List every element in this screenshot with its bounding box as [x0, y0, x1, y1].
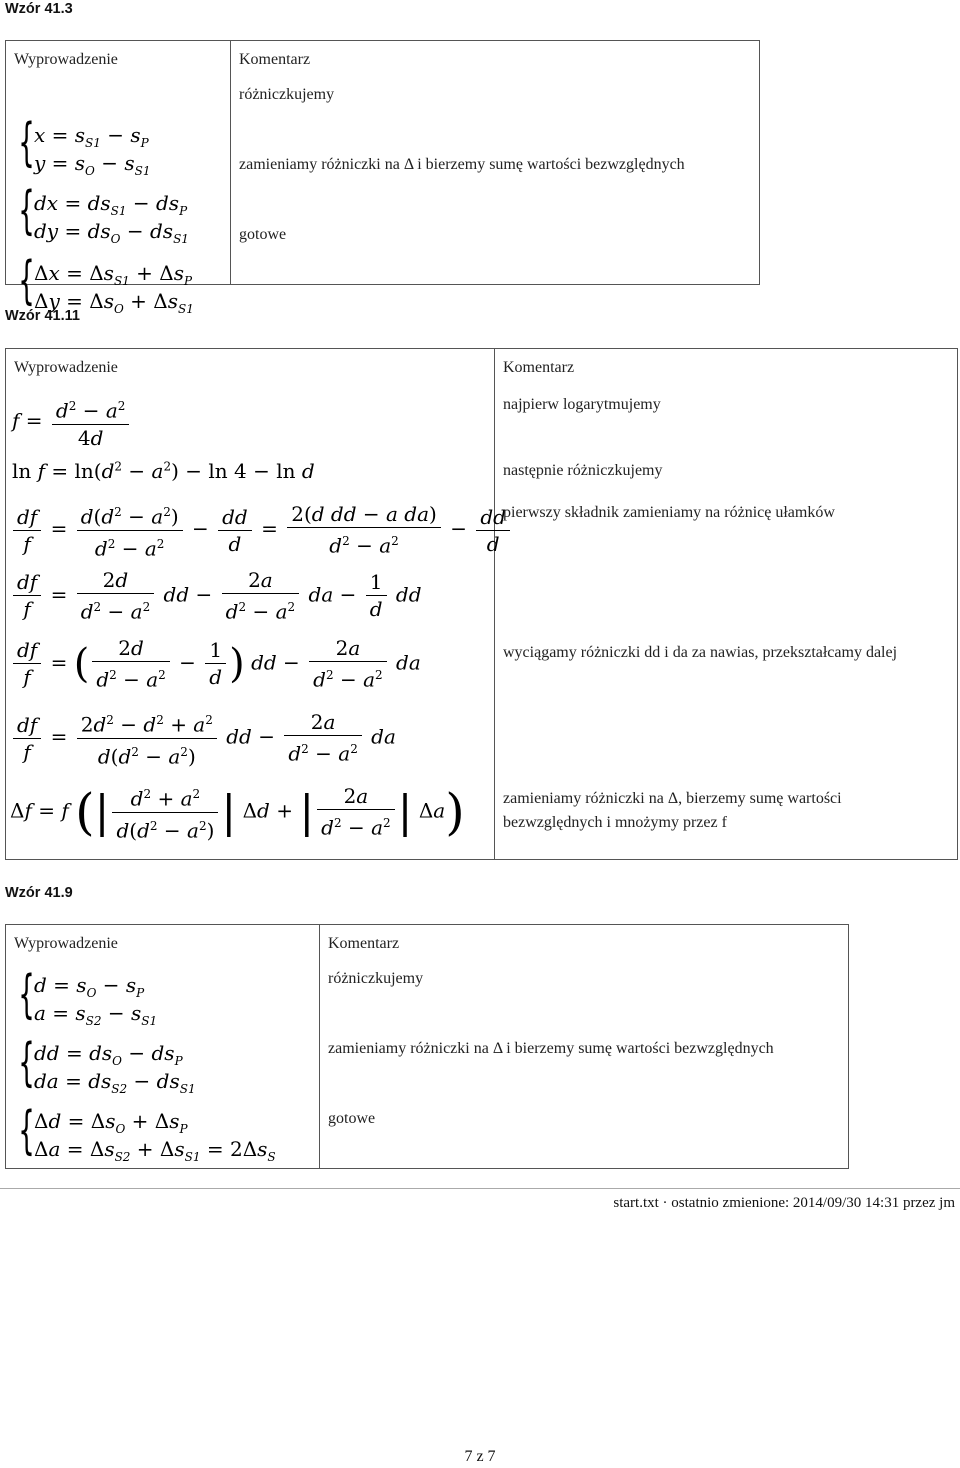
section-title-41-9: Wzór 41.9 [5, 885, 73, 901]
comment-5: zamieniamy różniczki na Δ, bierzemy sumę wartości bezwzględnych i mnożymy przez f [503, 790, 842, 831]
derivation-cell: Wyprowadzenie { $x = s_{S1} - s_P$ $y = s_O - s_{S1}$ { dx = $ds_{S1} - ds_P$ dy = $ds_O - ds_{S1}$ { $\Delta x = \Delta s_{S1} + \Delta s_P$ $\Delta y = \Delta s_O + \Delta s_{S1}$ [6, 41, 231, 285]
comment-4: wyciągamy różniczki dd i da za nawias, przekształcamy dalej [503, 644, 898, 661]
header-comment: Komentarz [328, 935, 400, 952]
section-title-41-11: Wzór 41.11 [5, 308, 80, 324]
comment-2: następnie różniczkujemy [503, 462, 663, 479]
footer-divider [0, 1188, 960, 1189]
derivation-cell: Wyprowadzenie f = $\frac{d^2 - a^2}{4d}$ $\ln f = \ln(d^2 - a^2) - \ln 4 - \ln d$ $\frac{df}{f}$ = $\frac{d(d^2 - a^2)}{d^2 - a^2}$ − $\frac{dd}{d}$ = $\frac{\text{2(d dd − a da)}}{d^2 - a^2}$ − $\frac{dd}{d}$ $\frac{df}{f}$ = $\frac{2d}{d^2 - a^2}$ dd − $\frac{2a}{d^2 - a^2}$ da − $\frac{1}{d}$ dd $\frac{df}{f}$ = ( $\frac{2d}{d^2 - a^2}$ − $\frac{1}{d}$ ) dd − $\frac{2a}{d^2 - a^2}$ da $\frac{df}{f}$ = $\frac{2d^2 - d^2 + a^2}{d(d^2 - a^2)}$ dd − $\frac{2a}{d^2 - a^2}$ da Δf = f (| $\frac{d^2 + a^2}{d(d^2 - a^2)}$ | Δd + | $\frac{2a}{d^2 - a^2}$ | Δa) [6, 349, 495, 860]
page-number: 7 z 7 [464, 1448, 496, 1465]
comment-1: najpierw logarytmujemy [503, 396, 661, 413]
footer-meta: start.txt · ostatnio zmienione: 2014/09/30 14:31 przez jm [613, 1195, 955, 1211]
header-derivation: Wyprowadzenie [14, 359, 118, 376]
table-41-9 [5, 924, 849, 1169]
comment-cell [320, 925, 849, 1169]
header-derivation: Wyprowadzenie [14, 935, 118, 952]
derivation-cell: Wyprowadzenie { $d = s_O - s_P$ $a = s_{S2} - s_{S1}$ { dd = $ds_O - ds_P$ da = $ds_{S2} - ds_{S1}$ { $\Delta d = \Delta s_O + \Delta s_P$ $\Delta a = \Delta s_{S2} + \Delta s_{S1} = 2\Delta s_S$ [6, 925, 320, 1169]
comment-3: pierwszy składnik zamieniamy na różnicę ułamków [503, 504, 835, 521]
header-comment: Komentarz [239, 51, 311, 68]
comment-1: różniczkujemy [328, 970, 424, 987]
comment-2: zamieniamy różniczki na Δ i bierzemy sumę wartości bezwzględnych [328, 1040, 774, 1057]
header-comment: Komentarz [503, 359, 575, 376]
header-derivation: Wyprowadzenie [14, 51, 118, 68]
table-41-11 [5, 348, 958, 860]
comment-3: gotowe [239, 226, 287, 243]
comment-3: gotowe [328, 1110, 376, 1127]
comment-cell [231, 41, 760, 285]
comment-cell [495, 349, 958, 860]
comment-1: różniczkujemy [239, 86, 335, 103]
section-title-41-3: Wzór 41.3 [5, 1, 73, 17]
comment-2: zamieniamy różniczki na Δ i bierzemy sumę wartości bezwzględnych [239, 156, 685, 173]
